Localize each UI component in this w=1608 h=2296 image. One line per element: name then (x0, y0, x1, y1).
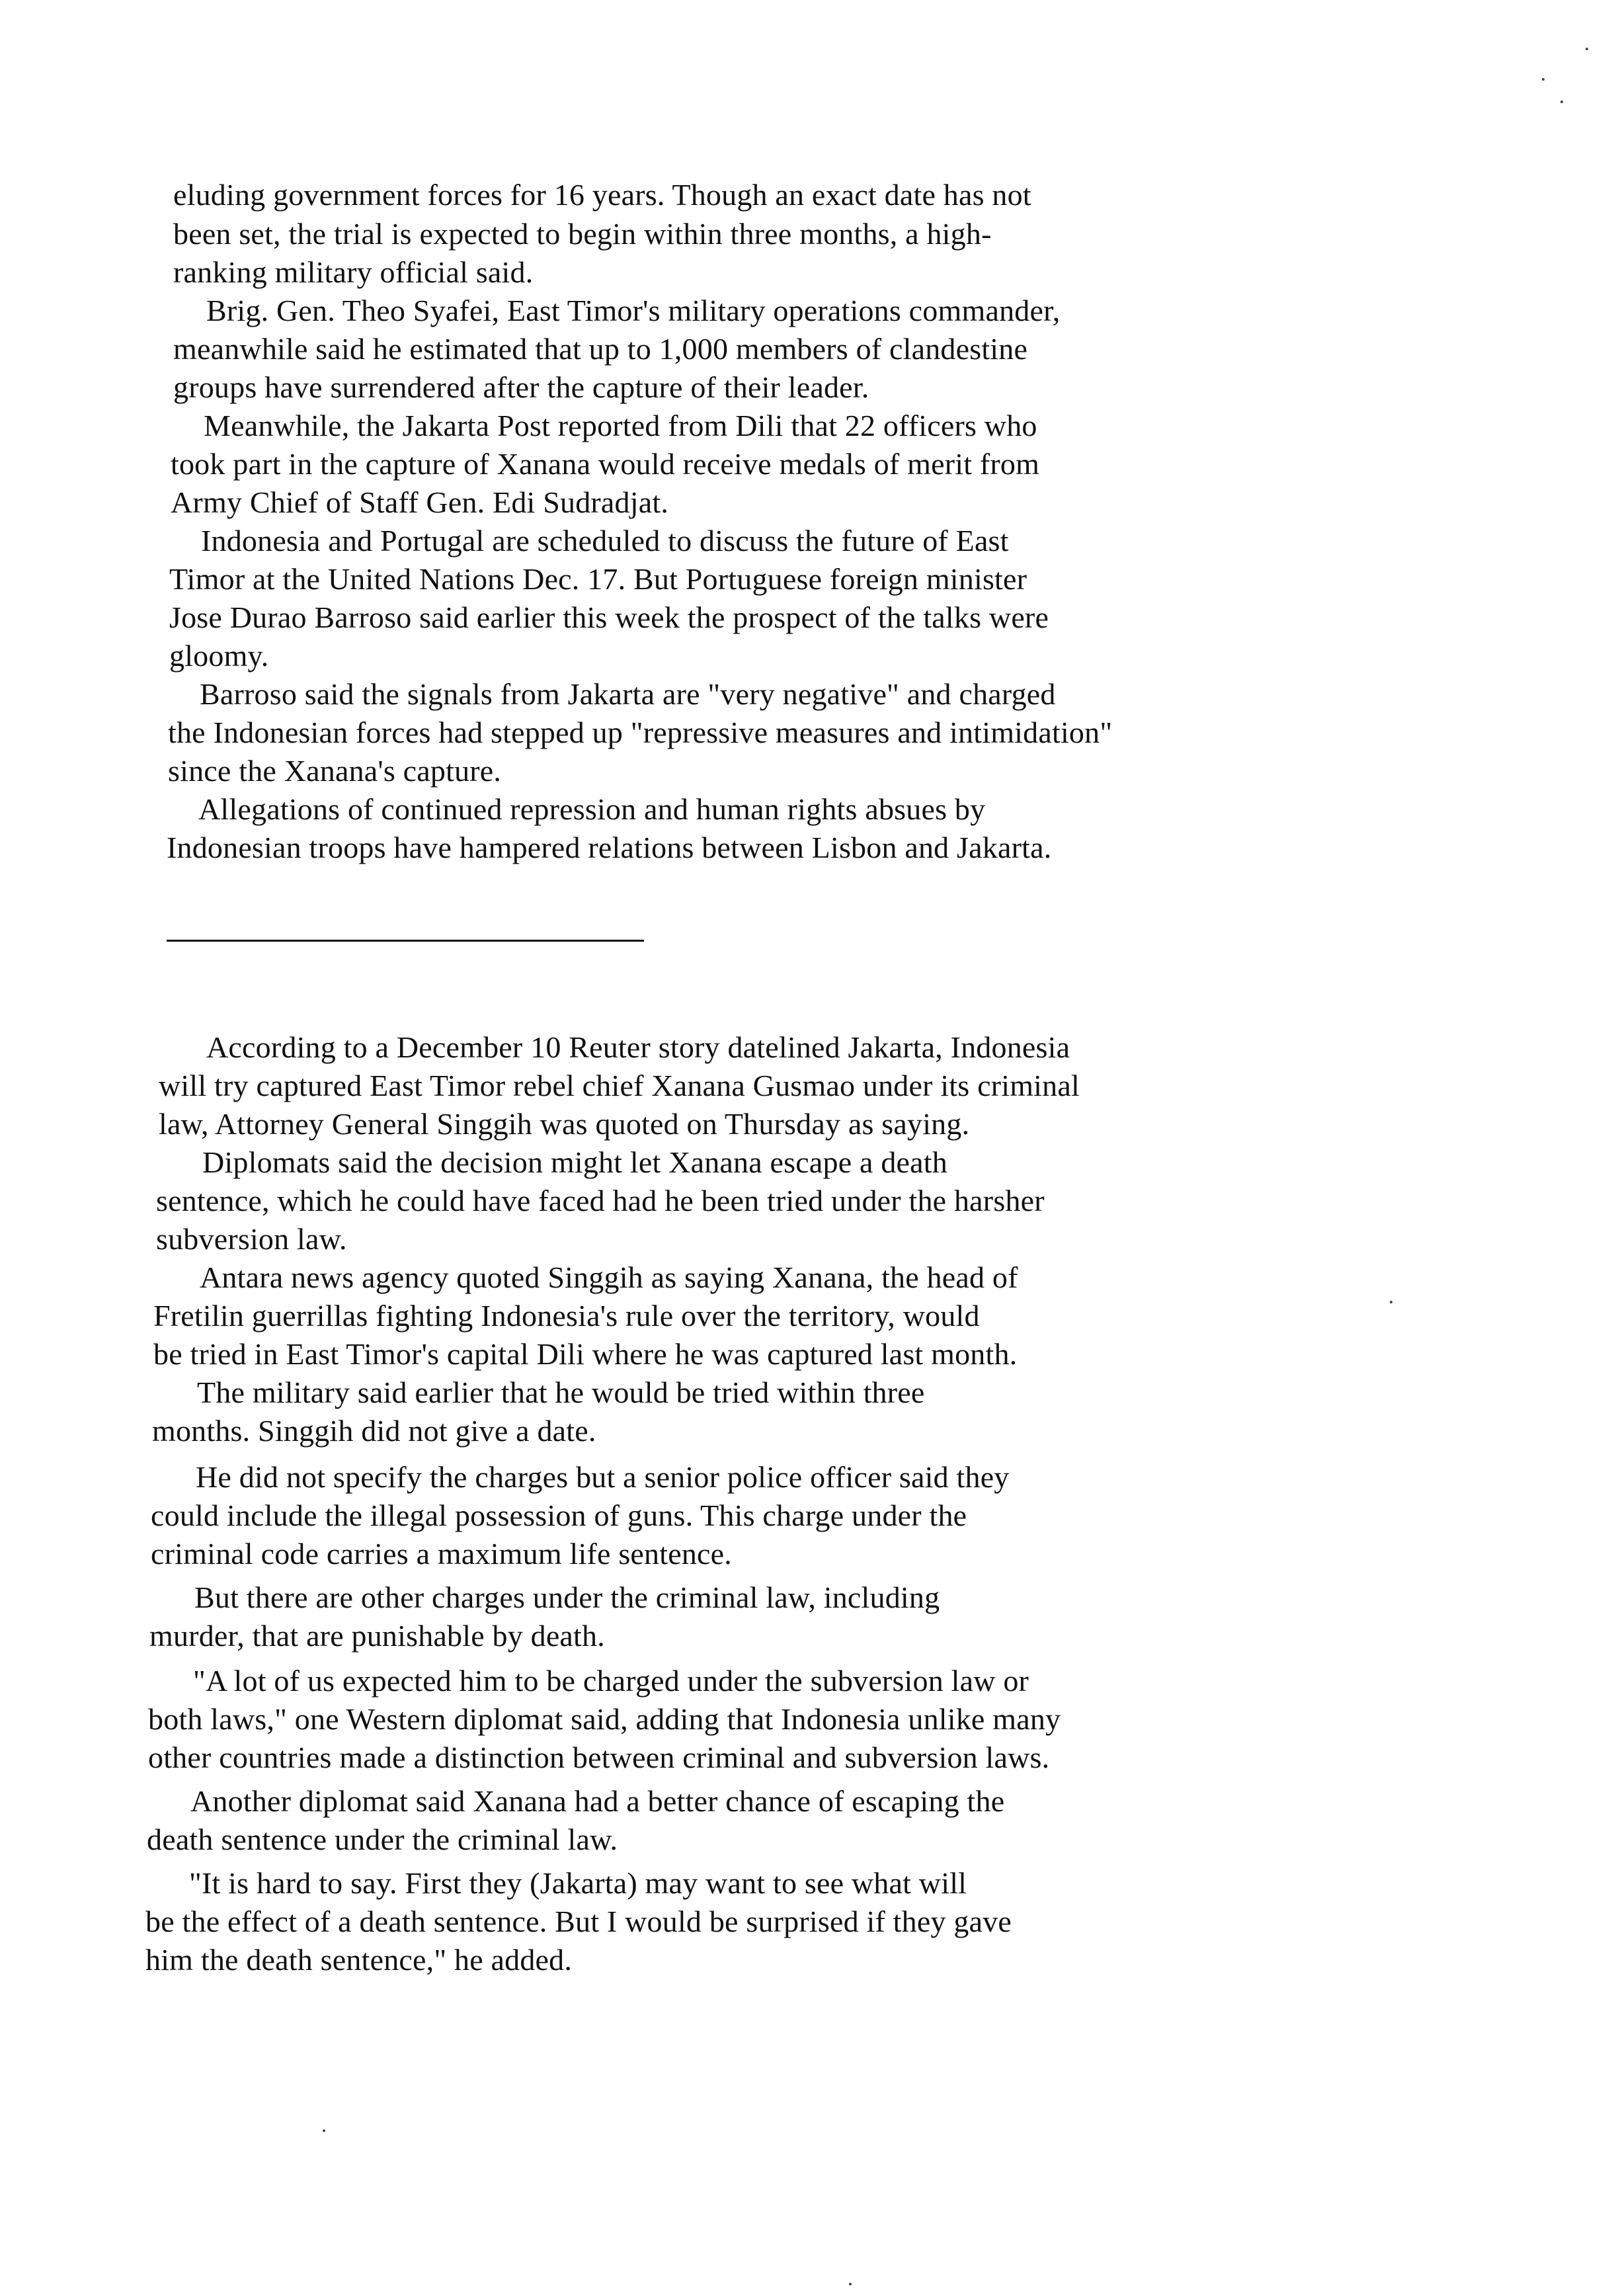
article-2-line-6: subversion law. (156, 1222, 347, 1256)
article-1-line-2: been set, the trial is expected to begin within three months, a high- (173, 217, 992, 251)
article-2-line-5: sentence, which he could have faced had he been tried under the harsher (156, 1184, 1045, 1217)
scan-speck (849, 2283, 852, 2285)
scan-speck (1560, 101, 1563, 103)
article-1-line-13: gloomy. (169, 639, 269, 673)
article-1-line-12: Jose Durao Barroso said earlier this week the prospect of the talks were (169, 600, 1049, 634)
article-2-line-7: Antara news agency quoted Singgih as saying Xanana, the head of (200, 1260, 1018, 1294)
article-2-line-15: But there are other charges under the criminal law, including (194, 1580, 940, 1614)
article-1-line-17: Allegations of continued repression and human rights absues by (198, 792, 986, 826)
article-2-line-18: both laws," one Western diplomat said, adding that Indonesia unlike many (148, 1702, 1061, 1736)
scan-speck (323, 2129, 325, 2132)
article-2-line-10: The military said earlier that he would be tried within three (197, 1375, 925, 1409)
article-2-line-1: According to a December 10 Reuter story datelined Jakarta, Indonesia (206, 1030, 1070, 1064)
article-1-line-15: the Indonesian forces had stepped up "repressive measures and intimidation" (168, 716, 1113, 749)
article-2-line-23: be the effect of a death sentence. But I would be surprised if they gave (145, 1905, 1012, 1938)
article-2-line-11: months. Singgih did not give a date. (152, 1414, 596, 1448)
article-2-line-20: Another diplomat said Xanana had a better chance of escaping the (190, 1784, 1005, 1818)
article-2-line-2: will try captured East Timor rebel chief Xanana Gusmao under its criminal (159, 1069, 1080, 1102)
article-2-line-3: law, Attorney General Singgih was quoted on Thursday as saying. (159, 1107, 970, 1141)
article-1-line-3: ranking military official said. (173, 255, 534, 289)
article-2-line-16: murder, that are punishable by death. (149, 1619, 605, 1653)
article-1-line-10: Indonesia and Portugal are scheduled to discuss the future of East (201, 524, 1009, 557)
article-1-line-8: took part in the capture of Xanana would receive medals of merit from (171, 447, 1040, 481)
section-divider (167, 940, 644, 942)
article-2-line-4: Diplomats said the decision might let Xanana escape a death (202, 1145, 947, 1179)
article-2-line-19: other countries made a distinction between criminal and subversion laws. (148, 1741, 1050, 1774)
article-2-line-9: be tried in East Timor's capital Dili where he was captured last month. (153, 1337, 1018, 1371)
article-1-line-4: Brig. Gen. Theo Syafei, East Timor's military operations commander, (206, 294, 1061, 327)
article-1-line-1: eluding government forces for 16 years. Though an exact date has not (173, 178, 1031, 212)
article-2-line-21: death sentence under the criminal law. (147, 1823, 618, 1856)
article-2-line-13: could include the illegal possession of guns. This charge under the (151, 1498, 967, 1532)
article-2-line-12: He did not specify the charges but a senior police officer said they (196, 1460, 1010, 1494)
article-2-line-17: "A lot of us expected him to be charged under the subversion law or (193, 1664, 1029, 1698)
article-1-line-18: Indonesian troops have hampered relations between Lisbon and Jakarta. (167, 831, 1052, 864)
article-1-line-9: Army Chief of Staff Gen. Edi Sudradjat. (171, 485, 669, 519)
article-1-line-7: Meanwhile, the Jakarta Post reported from Dili that 22 officers who (204, 409, 1037, 442)
article-1-line-6: groups have surrendered after the capture of their leader. (173, 370, 869, 404)
article-1-line-16: since the Xanana's capture. (168, 754, 502, 788)
scan-speck (1542, 78, 1545, 81)
scan-speck (1586, 48, 1588, 50)
article-1-line-5: meanwhile said he estimated that up to 1,000 members of clandestine (173, 332, 1028, 366)
article-2-line-14: criminal code carries a maximum life sentence. (151, 1537, 732, 1571)
scan-speck (1390, 1301, 1392, 1303)
article-1-line-14: Barroso said the signals from Jakarta are "very negative" and charged (200, 677, 1056, 711)
article-2-line-8: Fretilin guerrillas fighting Indonesia's rule over the territory, would (153, 1299, 980, 1332)
article-1-line-11: Timor at the United Nations Dec. 17. But Portuguese foreign minister (169, 562, 1027, 596)
article-2-line-24: him the death sentence," he added. (145, 1943, 573, 1977)
article-2-line-22: "It is hard to say. First they (Jakarta) may want to see what will (189, 1866, 967, 1900)
